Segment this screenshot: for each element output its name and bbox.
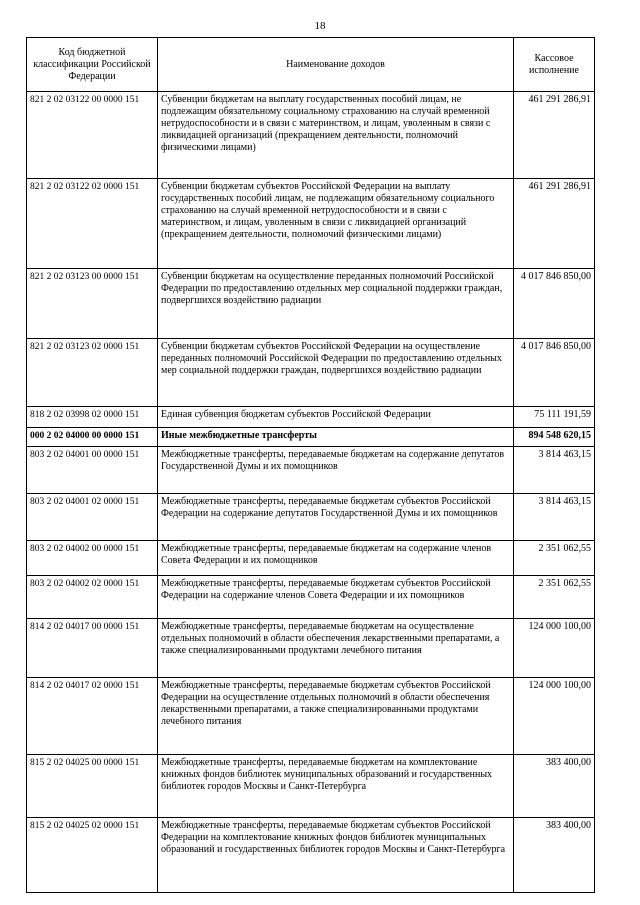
row-name: Межбюджетные трансферты, передаваемые бюджетам субъектов Российской Федерации на содержание депутатов Государственной Думы и их помощников <box>158 494 514 541</box>
row-amount: 4 017 846 850,00 <box>514 339 595 407</box>
table-row <box>27 447 595 494</box>
page-number: 18 <box>314 20 326 32</box>
row-amount: 3 814 463,15 <box>514 447 595 494</box>
table-row <box>27 818 595 893</box>
row-code: 821 2 02 03123 00 0000 151 <box>27 269 158 339</box>
header-code: Код бюджетной классификации Российской Федерации <box>27 38 158 92</box>
table-row <box>27 576 595 619</box>
row-amount: 383 400,00 <box>514 755 595 818</box>
row-name: Субвенции бюджетам на осуществление переданных полномочий Российской Федерации по предоставлению отдельных мер социальной поддержки граждан, подвергшихся воздействию радиации <box>158 269 514 339</box>
row-name: Межбюджетные трансферты, передаваемые бюджетам на содержание членов Совета Федерации и их помощников <box>158 541 514 576</box>
row-amount: 2 351 062,55 <box>514 541 595 576</box>
row-code: 821 2 02 03122 00 0000 151 <box>27 92 158 179</box>
row-name: Межбюджетные трансферты, передаваемые бюджетам субъектов Российской Федерации на осуществление отдельных полномочий в области обеспечения лекарственными препаратами, а также специализированными продуктами лечебного питания <box>158 678 514 755</box>
row-name: Субвенции бюджетам на выплату государственных пособий лицам, не подлежащим обязательному социальному страхованию на случай временной нетрудоспособности и в связи с материнством, и лицам, уволенным в связи с ликвидацией организаций (прекращением деятельности, полномочий физическими лицами) <box>158 92 514 179</box>
row-name: Иные межбюджетные трансферты <box>158 428 514 447</box>
table-header-row <box>27 38 595 92</box>
row-code: 803 2 02 04002 02 0000 151 <box>27 576 158 619</box>
row-name: Единая субвенция бюджетам субъектов Российской Федерации <box>158 407 514 428</box>
table-row <box>27 494 595 541</box>
row-code: 803 2 02 04001 00 0000 151 <box>27 447 158 494</box>
table-row <box>27 428 595 447</box>
row-code: 803 2 02 04002 00 0000 151 <box>27 541 158 576</box>
row-code: 818 2 02 03998 02 0000 151 <box>27 407 158 428</box>
header-name: Наименование доходов <box>158 38 514 92</box>
row-amount: 383 400,00 <box>514 818 595 893</box>
row-code: 815 2 02 04025 00 0000 151 <box>27 755 158 818</box>
table-row <box>27 619 595 678</box>
row-code: 815 2 02 04025 02 0000 151 <box>27 818 158 893</box>
table-row <box>27 407 595 428</box>
header-amount: Кассовое исполнение <box>514 38 595 92</box>
row-amount: 4 017 846 850,00 <box>514 269 595 339</box>
table-row <box>27 755 595 818</box>
budget-table <box>26 37 595 893</box>
table-row <box>27 678 595 755</box>
row-amount: 2 351 062,55 <box>514 576 595 619</box>
table-row <box>27 541 595 576</box>
row-code: 803 2 02 04001 02 0000 151 <box>27 494 158 541</box>
row-name: Межбюджетные трансферты, передаваемые бюджетам на комплектование книжных фондов библиотек муниципальных образований и государственных библиотек городов Москвы и Санкт-Петербурга <box>158 755 514 818</box>
row-code: 000 2 02 04000 00 0000 151 <box>27 428 158 447</box>
row-amount: 124 000 100,00 <box>514 619 595 678</box>
row-amount: 124 000 100,00 <box>514 678 595 755</box>
table-row <box>27 179 595 269</box>
row-amount: 75 111 191,59 <box>514 407 595 428</box>
table-row <box>27 92 595 179</box>
row-name: Межбюджетные трансферты, передаваемые бюджетам на осуществление отдельных полномочий в области обеспечения лекарственными препаратами, а также специализированными продуктами лечебного питания <box>158 619 514 678</box>
table-row <box>27 269 595 339</box>
row-code: 821 2 02 03122 02 0000 151 <box>27 179 158 269</box>
row-amount: 461 291 286,91 <box>514 179 595 269</box>
row-name: Субвенции бюджетам субъектов Российской Федерации на выплату государственных пособий лицам, не подлежащим обязательному социального страхованию на случай временной нетрудоспособности и в связи с материнством, и лицам, уволенным в связи с ликвидацией организаций (прекращением деятельности, полномочий физическими лицами) <box>158 179 514 269</box>
row-name: Межбюджетные трансферты, передаваемые бюджетам субъектов Российской Федерации на комплектование книжных фондов библиотек муниципальных образований и государственных библиотек городов Москвы и Санкт-Петербурга <box>158 818 514 893</box>
row-name: Межбюджетные трансферты, передаваемые бюджетам на содержание депутатов Государственной Думы и их помощников <box>158 447 514 494</box>
row-name: Межбюджетные трансферты, передаваемые бюджетам субъектов Российской Федерации на содержание членов Совета Федерации и их помощников <box>158 576 514 619</box>
row-code: 814 2 02 04017 02 0000 151 <box>27 678 158 755</box>
row-name: Субвенции бюджетам субъектов Российской Федерации на осуществление переданных полномочий Российской Федерации по предоставлению отдельных мер социальной поддержки граждан, подвергшихся воздействию радиации <box>158 339 514 407</box>
row-code: 821 2 02 03123 02 0000 151 <box>27 339 158 407</box>
table-body <box>27 92 595 893</box>
row-amount: 894 548 620,15 <box>514 428 595 447</box>
table-row <box>27 339 595 407</box>
row-amount: 461 291 286,91 <box>514 92 595 179</box>
row-amount: 3 814 463,15 <box>514 494 595 541</box>
row-code: 814 2 02 04017 00 0000 151 <box>27 619 158 678</box>
